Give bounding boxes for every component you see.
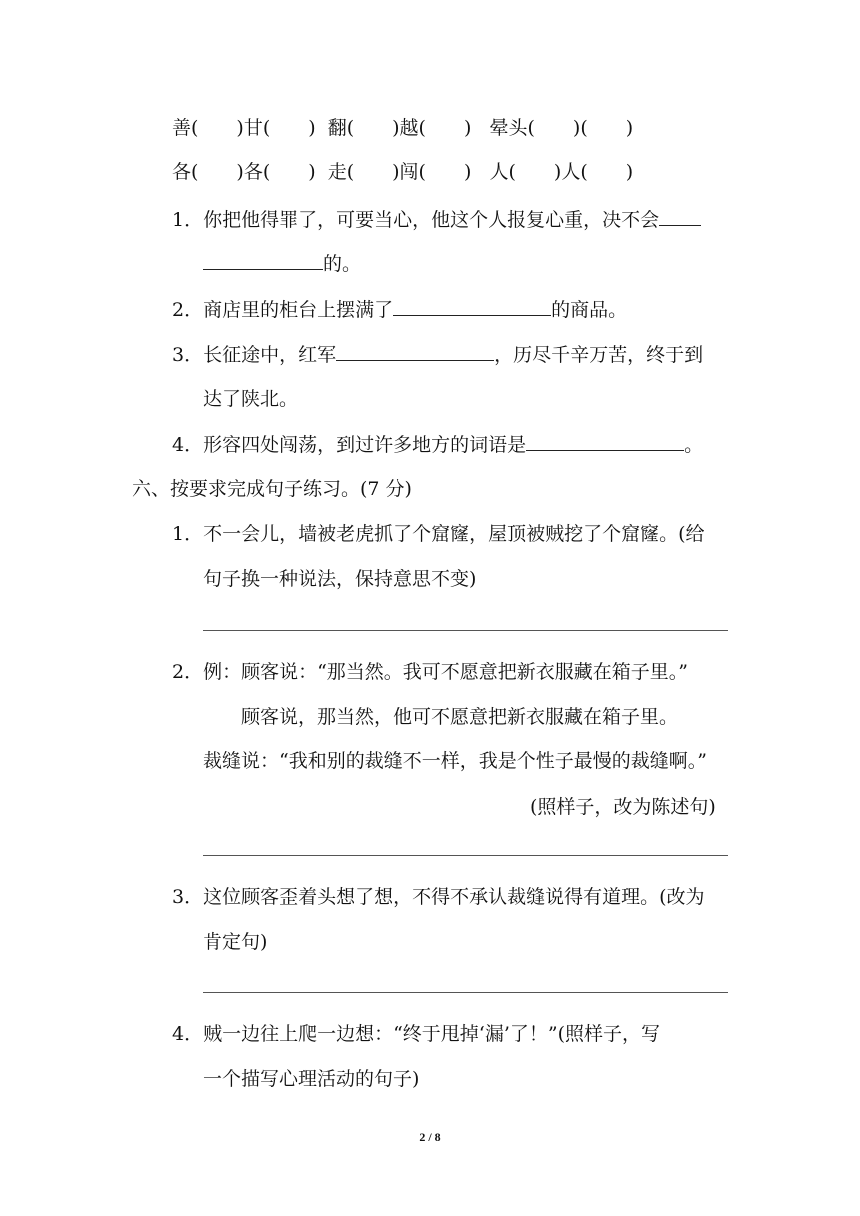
answer-line-3[interactable] (203, 992, 728, 993)
fill-question-3 (172, 342, 703, 367)
sentence-q1-line1: 1．不一会儿，墙被老虎抓了个窟窿，屋顶被贼挖了个窟窿。(给 (172, 523, 705, 545)
fill-question-2-text: 2．商店里的柜台上摆满了 (172, 299, 394, 321)
fill-question-2-end: 的商品。 (551, 299, 628, 321)
idiom-row-2: 各( )各( ) 走( )闯( ) 人( )人( ) (172, 161, 634, 183)
sentence-q3-line1: 3．这位顾客歪着头想了想，不得不承认裁缝说得有道理。(改为 (172, 886, 705, 908)
fill-question-1-text: 1．你把他得罪了，可要当心，他这个人报复心重，决不会 (172, 209, 660, 231)
fill-question-3-cont: 达了陕北。 (203, 388, 299, 410)
answer-blank[interactable] (526, 432, 684, 451)
sentence-q4-line2: 一个描写心理活动的句子) (203, 1068, 420, 1090)
sentence-q2-instruction: (照样子，改为陈述句) (530, 796, 716, 818)
sentence-q3-line2: 肯定句) (203, 931, 268, 953)
sentence-q2-line3: 裁缝说：“我和别的裁缝不一样，我是个性子最慢的裁缝啊。” (203, 750, 707, 772)
page-number: 2 / 8 (419, 1130, 441, 1144)
fill-question-3-text: 3．长征途中，红军 (172, 344, 337, 366)
sentence-q2-example-answer: 顾客说，那当然，他可不愿意把新衣服藏在箱子里。 (241, 706, 679, 728)
fill-question-1-end: 的。 (323, 253, 362, 275)
fill-question-3-end: ，历尽千辛万苦，终于到 (494, 344, 704, 366)
sentence-q4-line1: 4．贼一边往上爬一边想：“终于甩掉‘漏’了！”(照样子，写 (172, 1023, 661, 1045)
fill-question-2 (172, 297, 627, 322)
sentence-q2-line1: 2．例：顾客说：“那当然。我可不愿意把新衣服藏在箱子里。” (172, 661, 689, 683)
answer-line-2[interactable] (203, 855, 728, 856)
section-6-title: 六、按要求完成句子练习。(7 分) (132, 478, 412, 500)
fill-question-4-end: 。 (684, 434, 704, 456)
sentence-q1-line2: 句子换一种说法，保持意思不变) (203, 568, 477, 590)
idiom-row-1: 善( )甘( ) 翻( )越( ) 晕头( )( ) (172, 117, 634, 139)
fill-question-4-text: 4．形容四处闯荡，到过许多地方的词语是 (172, 434, 527, 456)
answer-line-1[interactable] (203, 630, 728, 631)
answer-blank[interactable] (336, 342, 494, 361)
fill-question-1-cont (203, 251, 361, 276)
answer-blank[interactable] (393, 297, 551, 316)
fill-question-4 (172, 432, 703, 457)
answer-blank[interactable] (203, 251, 323, 270)
answer-blank[interactable] (659, 207, 701, 226)
fill-question-1 (172, 207, 701, 232)
